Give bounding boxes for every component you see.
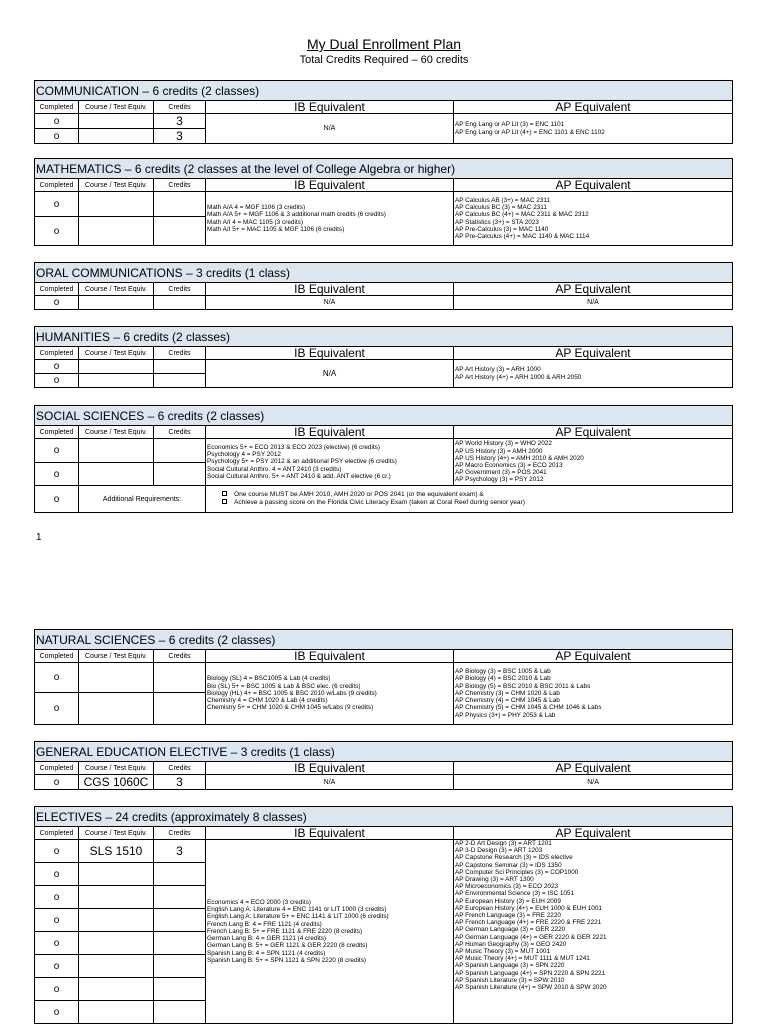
completed-checkbox[interactable]: o: [35, 1001, 79, 1024]
oral-communications-table: [34, 262, 733, 310]
course-cell[interactable]: [79, 296, 154, 310]
col-credits: Credits: [154, 426, 206, 439]
completed-checkbox[interactable]: o: [35, 886, 79, 909]
ib-equivalent: Economics 5+ = ECO 2013 & ECO 2023 (elective) (6 credits) Psychology 4 = PSY 2012 Psychology 5+ = PSY 2012 & an additional PSY elective (6 credits) Social Cultural Anthro. 4 = ANT 2410 (3 credits) Social Cultural Anthro. 5+ = ANT 2410 & add. ANT elective (6 cr.): [206, 439, 454, 486]
completed-checkbox[interactable]: o: [35, 129, 79, 144]
credits-cell[interactable]: 3: [154, 129, 206, 144]
course-cell[interactable]: [79, 1001, 154, 1024]
completed-checkbox[interactable]: o: [35, 486, 79, 513]
col-completed: Completed: [35, 650, 79, 663]
completed-checkbox[interactable]: o: [35, 360, 79, 374]
credits-cell[interactable]: [154, 886, 206, 909]
credits-cell[interactable]: [154, 1001, 206, 1024]
section-title: GENERAL EDUCATION ELECTIVE – 3 credits (1 class): [35, 742, 733, 762]
credits-cell[interactable]: [154, 863, 206, 886]
ap-equivalent: AP Art History (3) = ARH 1000 AP Art History (4+) = ARH 1000 & ARH 2050: [454, 360, 733, 388]
col-credits: Credits: [154, 827, 206, 840]
ib-equivalent: Math A/A 4 = MGF 1106 (3 credits) Math A/A 5+ = MGF 1106 & 3 additional math credits (6 credits) Math A/I 4 = MAC 1105 (3 credits) Math A/I 5+ = MAC 1105 & MGF 1106 (6 credits): [206, 192, 454, 246]
section-title: ELECTIVES – 24 credits (approximately 8 classes): [35, 807, 733, 827]
col-completed: Completed: [35, 827, 79, 840]
course-cell[interactable]: [79, 886, 154, 909]
col-ap: AP Equivalent: [454, 179, 733, 192]
course-cell[interactable]: [79, 978, 154, 1001]
col-ib: IB Equivalent: [206, 827, 454, 840]
ap-equivalent: AP 2-D Art Design (3) = ART 1201 AP 3-D Design (3) = ART 1203 AP Capstone Research (3) = IDS elective AP Capstone Seminar (3) = IDS 1350 AP Computer Sci Principles (3) = COP1000 AP Drawing (3) = ART 1300 AP Microeconomics (3) = ECO 2023 AP Environmental Science (3) = ISC 1051 AP European History (3) = EUH 2009 AP European History (4+) = EUH 1000 & EUH 1001 AP French Language (3) = FRE 2220 AP French Language (4+) = FRE 2220 & FRE 2221 AP German Language (3) = GER 2220 AP German Language (4+) = GER 2220 & GER 2221 AP Human Geography (3) = GEO 2420 AP Music Theory (3) = MUT 1001 AP Music Theory (4+) = MUT 1111 & MUT 1241 AP Spanish Language (3) = SPN 2220 AP Spanish Language (4+) = SPN 2220 & SPN 2221 AP Spanish Literature (3) = SPW 2010 AP Spanish Literature (4+) = SPW 2010 & SPW 2020: [454, 840, 733, 1024]
completed-checkbox[interactable]: o: [35, 217, 79, 246]
col-ap: AP Equivalent: [454, 827, 733, 840]
col-course: Course / Test Equiv.: [79, 179, 154, 192]
course-cell[interactable]: [79, 909, 154, 932]
social-sciences-section: [34, 405, 732, 513]
section-title: SOCIAL SCIENCES – 6 credits (2 classes): [35, 406, 733, 426]
col-course: Course / Test Equiv.: [79, 426, 154, 439]
course-cell[interactable]: CGS 1060C: [79, 775, 154, 790]
oral-communications-section: [34, 262, 732, 310]
natural-sciences-section: [34, 629, 732, 725]
course-cell[interactable]: [79, 192, 154, 217]
credits-cell[interactable]: 3: [154, 114, 206, 129]
completed-checkbox[interactable]: o: [35, 296, 79, 310]
col-ib: IB Equivalent: [206, 347, 454, 360]
col-course: Course / Test Equiv.: [79, 650, 154, 663]
col-completed: Completed: [35, 347, 79, 360]
mathematics-table: [34, 158, 733, 246]
col-ap: AP Equivalent: [454, 101, 733, 114]
completed-checkbox[interactable]: o: [35, 114, 79, 129]
course-cell[interactable]: SLS 1510: [79, 840, 154, 863]
additional-requirements-label: Additional Requirements:: [79, 486, 206, 513]
section-title: NATURAL SCIENCES – 6 credits (2 classes): [35, 630, 733, 650]
col-ib: IB Equivalent: [206, 762, 454, 775]
humanities-section: [34, 326, 732, 388]
col-ib: IB Equivalent: [206, 650, 454, 663]
col-credits: Credits: [154, 650, 206, 663]
gen-ed-elective-section: [34, 741, 732, 790]
col-ap: AP Equivalent: [454, 762, 733, 775]
course-cell[interactable]: [79, 114, 154, 129]
course-cell[interactable]: [79, 463, 154, 486]
ap-equivalent: N/A: [454, 775, 733, 790]
electives-table: [34, 806, 733, 1024]
ap-equivalent: AP Biology (3) = BSC 1005 & Lab AP Biology (4) = BSC 2010 & Lab AP Biology (5) = BSC 2010 & BSC 2011 & Labs AP Chemistry (3) = CHM 1020 & Lab AP Chemistry (4) = CHM 1045 & Lab AP Chemistry (5) = CHM 1045 & CHM 1046 & Labs AP Physics (3+) = PHY 2053 & Lab: [454, 663, 733, 725]
page-subtitle: Total Credits Required – 60 credits: [299, 54, 469, 66]
course-cell[interactable]: [79, 932, 154, 955]
completed-checkbox[interactable]: o: [35, 978, 79, 1001]
col-completed: Completed: [35, 426, 79, 439]
section-title: ORAL COMMUNICATIONS – 3 credits (1 class): [35, 263, 733, 283]
col-course: Course / Test Equiv.: [79, 101, 154, 114]
col-ap: AP Equivalent: [454, 426, 733, 439]
credits-cell[interactable]: 3: [154, 840, 206, 863]
gen-ed-elective-table: [34, 741, 733, 790]
col-ib: IB Equivalent: [206, 426, 454, 439]
course-cell[interactable]: [79, 863, 154, 886]
page-number: 1: [36, 532, 42, 543]
completed-checkbox[interactable]: o: [35, 863, 79, 886]
section-title: HUMANITIES – 6 credits (2 classes): [35, 327, 733, 347]
credits-cell[interactable]: [154, 909, 206, 932]
social-sciences-table: [34, 405, 733, 513]
credits-cell[interactable]: [154, 374, 206, 388]
completed-checkbox[interactable]: o: [35, 775, 79, 790]
credits-cell[interactable]: [154, 955, 206, 978]
credits-cell[interactable]: [154, 463, 206, 486]
col-ap: AP Equivalent: [454, 347, 733, 360]
page-title: My Dual Enrollment Plan: [306, 36, 462, 52]
credits-cell[interactable]: [154, 978, 206, 1001]
ib-equivalent: N/A: [206, 775, 454, 790]
course-cell[interactable]: [79, 360, 154, 374]
col-credits: Credits: [154, 347, 206, 360]
col-completed: Completed: [35, 283, 79, 296]
col-course: Course / Test Equiv.: [79, 347, 154, 360]
mathematics-section: [34, 158, 732, 246]
col-course: Course / Test Equiv.: [79, 762, 154, 775]
col-credits: Credits: [154, 283, 206, 296]
credits-cell[interactable]: [154, 217, 206, 246]
humanities-table: [34, 326, 733, 388]
completed-checkbox[interactable]: o: [35, 192, 79, 217]
completed-checkbox[interactable]: o: [35, 840, 79, 863]
section-title: MATHEMATICS – 6 credits (2 classes at the level of College Algebra or higher): [35, 159, 733, 179]
course-cell[interactable]: [79, 439, 154, 463]
electives-section: [34, 806, 732, 1024]
completed-checkbox[interactable]: o: [35, 955, 79, 978]
course-cell[interactable]: [79, 693, 154, 725]
completed-checkbox[interactable]: o: [35, 374, 79, 388]
completed-checkbox[interactable]: o: [35, 693, 79, 725]
credits-cell[interactable]: [154, 296, 206, 310]
col-ib: IB Equivalent: [206, 101, 454, 114]
ib-equivalent: N/A: [206, 360, 454, 388]
completed-checkbox[interactable]: o: [35, 909, 79, 932]
completed-checkbox[interactable]: o: [35, 663, 79, 693]
col-credits: Credits: [154, 762, 206, 775]
completed-checkbox[interactable]: o: [35, 463, 79, 486]
credits-cell[interactable]: [154, 932, 206, 955]
col-credits: Credits: [154, 179, 206, 192]
col-ap: AP Equivalent: [454, 283, 733, 296]
credits-cell[interactable]: 3: [154, 775, 206, 790]
completed-checkbox[interactable]: o: [35, 932, 79, 955]
ib-equivalent: Economics 4 = ECO 2000 (3 credits) English Lang A: Literature 4 = ENC 1141 or LIT 1000 (3 credits) English Lang A: Literature 5+ = ENC 1141 & LIT 1000 (6 credits) French Lang B: 4 = FRE 1121 (4 credits) French Lang B: 5+ = FRE 1121 & FRE 2220 (8 credits) German Lang B: 4 = GER 1121 (4 credits) German Lang B: 5+ = GER 1121 & GER 2220 (8 credits) Spanish Lang B: 4 = SPN 1121 (4 credits) Spanish Lang B: 5+ = SPN 1121 & SPN 2220 (8 credits): [206, 840, 454, 1024]
col-completed: Completed: [35, 762, 79, 775]
communication-table: [34, 80, 733, 144]
col-course: Course / Test Equiv.: [79, 283, 154, 296]
course-cell[interactable]: [79, 955, 154, 978]
credits-cell[interactable]: [154, 360, 206, 374]
completed-checkbox[interactable]: o: [35, 439, 79, 463]
credits-cell[interactable]: [154, 439, 206, 463]
ap-equivalent: AP Eng Lang or AP Lit (3) = ENC 1101 AP Eng Lang or AP Lit (4+) = ENC 1101 & ENC 1102: [454, 114, 733, 144]
course-cell[interactable]: [79, 663, 154, 693]
credits-cell[interactable]: [154, 192, 206, 217]
ib-equivalent: N/A: [206, 296, 454, 310]
col-ap: AP Equivalent: [454, 650, 733, 663]
col-ib: IB Equivalent: [206, 179, 454, 192]
section-title: COMMUNICATION – 6 credits (2 classes): [35, 81, 733, 101]
col-completed: Completed: [35, 101, 79, 114]
ap-equivalent: AP Calculus AB (3+) = MAC 2311 AP Calculus BC (3) = MAC 2311 AP Calculus BC (4+) = MAC 2311 & MAC 2312 AP Statistics (3+) = STA 2023 AP Pre-Calculus (3) = MAC 1140 AP Pre-Calculus (4+) = MAC 1140 & MAC 1114: [454, 192, 733, 246]
ib-equivalent: Biology (SL) 4 = BSC1005 & Lab (4 credits) Bio (SL) 5+ = BSC 1005 & Lab & BSC elec. (6 credits) Biology (HL) 4+ = BSC 1005 & BSC 2010 w/Labs (9 credits) Chemistry 4 = CHM 1020 & Lab (4 credits) Chemistry 5+ = CHM 1020 & CHM 1045 w/Labs (9 credits): [206, 663, 454, 725]
communication-section: [34, 80, 732, 144]
credits-cell[interactable]: [154, 693, 206, 725]
additional-requirements-list: One course MUST be AMH 2010, AMH 2020 or POS 2041 (or the equivalent exam) & Achieve a passing score on the Florida Civic Literacy Exam (taken at Coral Reef during senior year): [206, 486, 733, 513]
ap-equivalent: N/A: [454, 296, 733, 310]
col-ib: IB Equivalent: [206, 283, 454, 296]
ib-equivalent: N/A: [206, 114, 454, 144]
col-completed: Completed: [35, 179, 79, 192]
col-credits: Credits: [154, 101, 206, 114]
checkbox-icon[interactable]: [222, 491, 227, 496]
checkbox-icon[interactable]: [222, 499, 227, 504]
ap-equivalent: AP World History (3) = WHO 2022 AP US History (3) = AMH 2000 AP US History (4+) = AMH 2010 & AMH 2020 AP Macro Economics (3) = ECO 2013 AP Government (3) = POS 2041 AP Psychology (3) = PSY 2012: [454, 439, 733, 486]
course-cell[interactable]: [79, 217, 154, 246]
col-course: Course / Test Equiv.: [79, 827, 154, 840]
page-header: [0, 36, 768, 67]
course-cell[interactable]: [79, 374, 154, 388]
credits-cell[interactable]: [154, 663, 206, 693]
natural-sciences-table: [34, 629, 733, 725]
course-cell[interactable]: [79, 129, 154, 144]
